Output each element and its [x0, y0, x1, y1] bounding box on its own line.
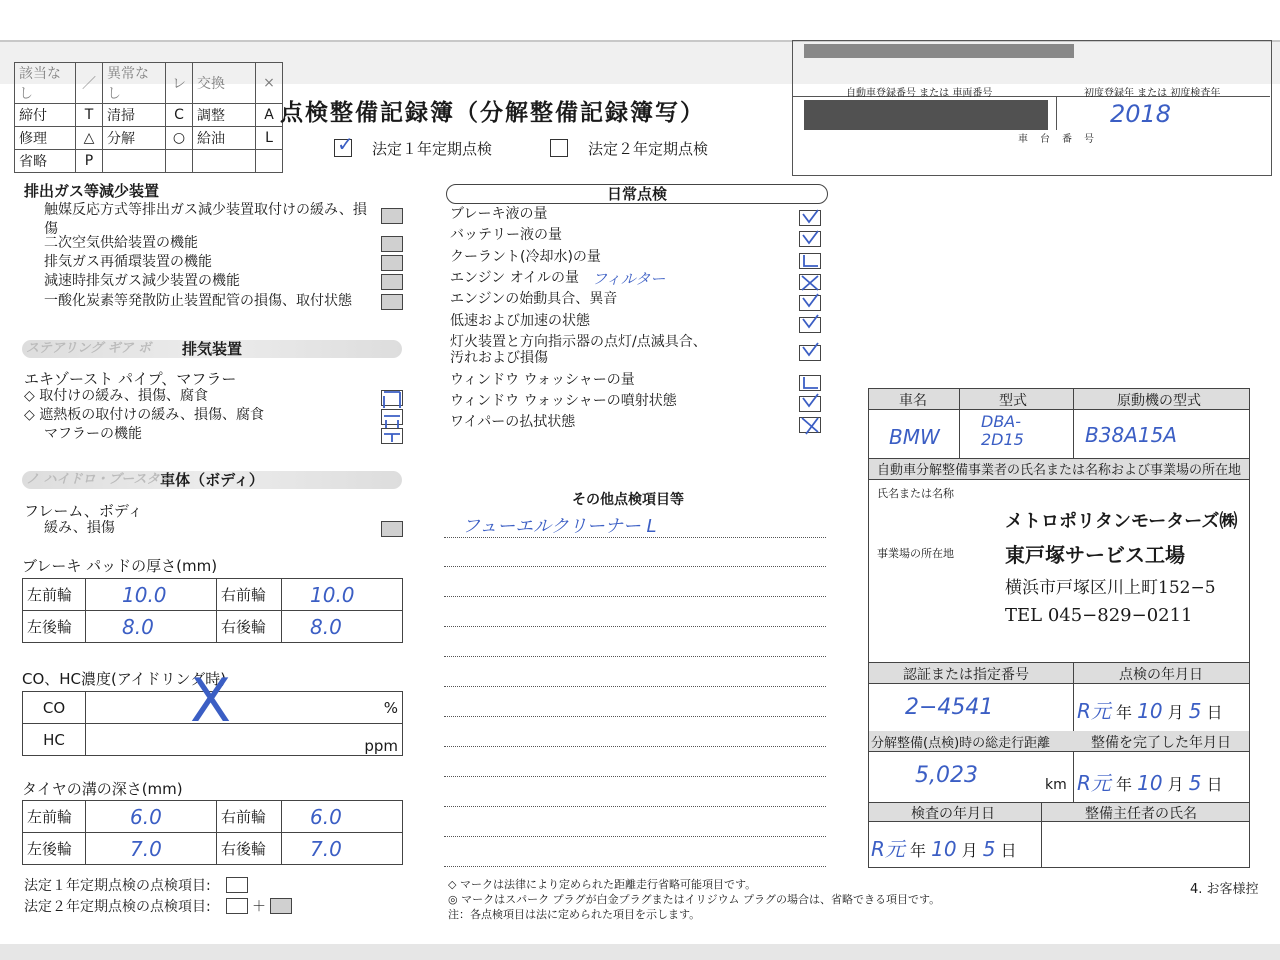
daily-handwritten-marks	[796, 206, 826, 438]
exhaust-item: 二次空気供給装置の機能	[44, 235, 198, 251]
header-divider-v	[1056, 96, 1057, 130]
annual2-label: 法定２年定期点検	[588, 140, 709, 158]
daily-item: エンジンの始動具合、異音	[450, 291, 618, 307]
brake-fl-value: 10.0	[122, 582, 167, 607]
annual1-key-box	[226, 877, 248, 893]
annual1-checkbox[interactable]: ✓	[334, 139, 352, 157]
body-item: 緩み、損傷	[44, 520, 115, 536]
footnote: ◎ マークはスパーク プラグが白金プラグまたはイリジウム プラグの場合は、省略できる項目です。	[448, 893, 941, 906]
annual1-label: 法定１年定期点検	[372, 140, 493, 158]
exam-date: R元 年 10 月 5 日	[871, 837, 1017, 861]
annual2-checkbox[interactable]	[550, 139, 568, 157]
footnote: 注：各点検項目は法に定められた項目を示します。	[448, 908, 701, 921]
tire-rl-value: 7.0	[130, 836, 162, 861]
other-item-handwritten: フューエルクリーナー L	[462, 516, 657, 537]
business-tel: TEL 045−829−0211	[1005, 605, 1193, 626]
dotted-line	[444, 836, 826, 837]
dotted-line	[444, 686, 826, 687]
inspection-date: R元 年 10 月 5 日	[1077, 699, 1223, 723]
dotted-line	[444, 776, 826, 777]
first-reg-value: 2018	[1110, 100, 1172, 128]
legend-table	[14, 62, 283, 173]
daily-item: クーラント(冷却水)の量	[450, 249, 601, 265]
annual2-key-label: 法定２年定期点検の点検項目:	[24, 899, 211, 915]
brake-pad-title: ブレーキ パッドの厚さ(mm)	[22, 557, 218, 575]
brake-rr-value: 8.0	[310, 614, 342, 639]
exhaust-system-item: マフラーの機能	[44, 426, 142, 442]
other-items-title: その他点検項目等	[572, 492, 684, 508]
plus-sign: ＋	[252, 899, 266, 915]
tire-rr-value: 7.0	[310, 836, 342, 861]
completion-date: R元 年 10 月 5 日	[1077, 771, 1223, 795]
branch-name: 東戸塚サービス工場	[1005, 543, 1185, 567]
daily-inspection-title: 日常点検	[446, 184, 828, 204]
check-box[interactable]	[381, 274, 403, 290]
dotted-line	[444, 746, 826, 747]
body-band: ノ ハイドロ・ブースター 車体（ボディ）	[22, 471, 402, 489]
company-name: メトロポリタンモーターズ㈱	[1005, 511, 1238, 532]
co-hc-title: CO、HC濃度(アイドリング時)	[22, 670, 227, 688]
daily-item: 灯火装置と方向指示器の点灯/点滅具合、	[450, 334, 707, 350]
daily-item: 低速および加速の状態	[450, 313, 590, 329]
chassis-label: 車台番号	[1018, 134, 1106, 145]
check-box[interactable]	[381, 255, 403, 271]
redacted-plate	[804, 100, 1048, 130]
footnote: ◇ マークは法律により定められた距離走行省略可能項目です。	[448, 878, 757, 891]
daily-item: 汚れおよび損傷	[450, 350, 548, 366]
co-hc-table: CO % HC ppm	[22, 691, 403, 756]
handwritten-check-marks	[378, 386, 406, 446]
oil-note: フィルター	[592, 270, 666, 288]
daily-item: ウィンドウ ウォッシャーの量	[450, 372, 635, 388]
redacted-bleed	[804, 44, 1074, 58]
exhaust-item: 排気ガス再循環装置の機能	[44, 254, 212, 270]
annual1-key-label: 法定１年定期点検の点検項目:	[24, 878, 211, 894]
vehicle-table: 車名 型式 原動機の型式 BMW DBA-2D15 B38A15A	[868, 388, 1250, 460]
mileage-value: 5,023	[915, 763, 978, 788]
exhaust-gas-title: 排出ガス等減少装置	[24, 182, 160, 200]
exhaust-pipe-label: エキゾースト パイプ、マフラー	[24, 370, 237, 388]
exhaust-system-item: ◇ 遮熱板の取付けの緩み、損傷、腐食	[24, 407, 265, 423]
daily-item: ワイパーの払拭状態	[450, 414, 576, 430]
brake-rl-value: 8.0	[122, 614, 154, 639]
legend-row: 省略 P	[15, 150, 283, 173]
page-title: 点検整備記録簿（分解整備記録簿写）	[280, 100, 705, 126]
legend-row: 締付 T 清掃 C 調整 A	[15, 104, 283, 127]
dotted-line	[444, 866, 826, 867]
exhaust-system-band: ステアリング ギア ボ 排気装置	[22, 340, 402, 358]
scan-top-margin	[0, 0, 1280, 40]
dotted-line	[444, 537, 826, 538]
dates-table: 認証または指定番号 点検の年月日 2−4541 R元 年 10 月 5 日 分解整備(点検)時の総走行距離 整備を完了した年月日 5,023 km R元 年 10 月 5 日	[868, 662, 1250, 804]
business-table: 自動車分解整備事業者の氏名または名称および事業場の所在地 氏名または名称 事業場の所在地 メトロポリタンモーターズ㈱ 東戸塚サービス工場 横浜市戸塚区川上町152−5 TEL 045−829−0211	[868, 458, 1250, 664]
brake-pad-table: 左前輪 10.0 右前輪 10.0 左後輪 8.0 右後輪 8.0	[22, 578, 403, 643]
daily-item: エンジン オイルの量	[450, 270, 580, 286]
legend-row-partial: 該当なし ／ 異常なし レ 交換 ×	[15, 63, 283, 104]
brake-fr-value: 10.0	[310, 582, 355, 607]
vehicle-model-value: DBA-2D15	[981, 412, 1024, 449]
tire-depth-table: 左前輪 6.0 右前輪 6.0 左後輪 7.0 右後輪 7.0	[22, 800, 403, 865]
dotted-line	[444, 806, 826, 807]
dotted-line	[444, 566, 826, 567]
daily-item: ウィンドウ ウォッシャーの噴射状態	[450, 393, 677, 409]
check-box[interactable]	[381, 236, 403, 252]
dotted-line	[444, 656, 826, 657]
co-hc-crossout: X	[190, 666, 232, 736]
daily-item: バッテリー液の量	[450, 227, 562, 243]
exhaust-item: 減速時排気ガス減少装置の機能	[44, 273, 240, 289]
cert-number: 2−4541	[905, 695, 994, 720]
annual2-key-box	[226, 898, 248, 914]
tire-fl-value: 6.0	[130, 804, 162, 829]
check-box[interactable]	[381, 521, 403, 537]
copy-label: 4. お客様控	[1190, 882, 1259, 897]
engine-model-value: B38A15A	[1085, 423, 1177, 447]
scan-bottom-margin	[0, 944, 1280, 960]
exhaust-item: 触媒反応方式等排出ガス減少装置取付けの緩み、損傷	[44, 202, 367, 237]
business-address: 横浜市戸塚区川上町152−5	[1005, 578, 1216, 598]
first-reg-label: 初度登録年 または 初度検査年	[1084, 88, 1221, 99]
exhaust-item: 一酸化炭素等発散防止装置配管の損傷、取付状態	[44, 293, 352, 309]
frame-body-label: フレーム、ボディ	[24, 502, 143, 520]
check-box[interactable]	[381, 208, 403, 224]
tire-depth-title: タイヤの溝の深さ(mm)	[22, 780, 183, 798]
dotted-line	[444, 716, 826, 717]
dotted-line	[444, 596, 826, 597]
daily-item: ブレーキ液の量	[450, 206, 548, 222]
legend-row: 修理 △ 分解 ○ 給油 L	[15, 127, 283, 150]
exam-table: 検査の年月日 整備主任者の氏名 R元 年 10 月 5 日	[868, 802, 1250, 868]
annual2-key-box-grey	[270, 898, 292, 914]
exhaust-system-item: ◇ 取付けの緩み、損傷、腐食	[24, 388, 209, 404]
dotted-line	[444, 626, 826, 627]
tire-fr-value: 6.0	[310, 804, 342, 829]
check-box[interactable]	[381, 294, 403, 310]
vehicle-name-value: BMW	[889, 425, 940, 449]
reg-number-label: 自動車登録番号 または 車両番号	[846, 88, 993, 99]
